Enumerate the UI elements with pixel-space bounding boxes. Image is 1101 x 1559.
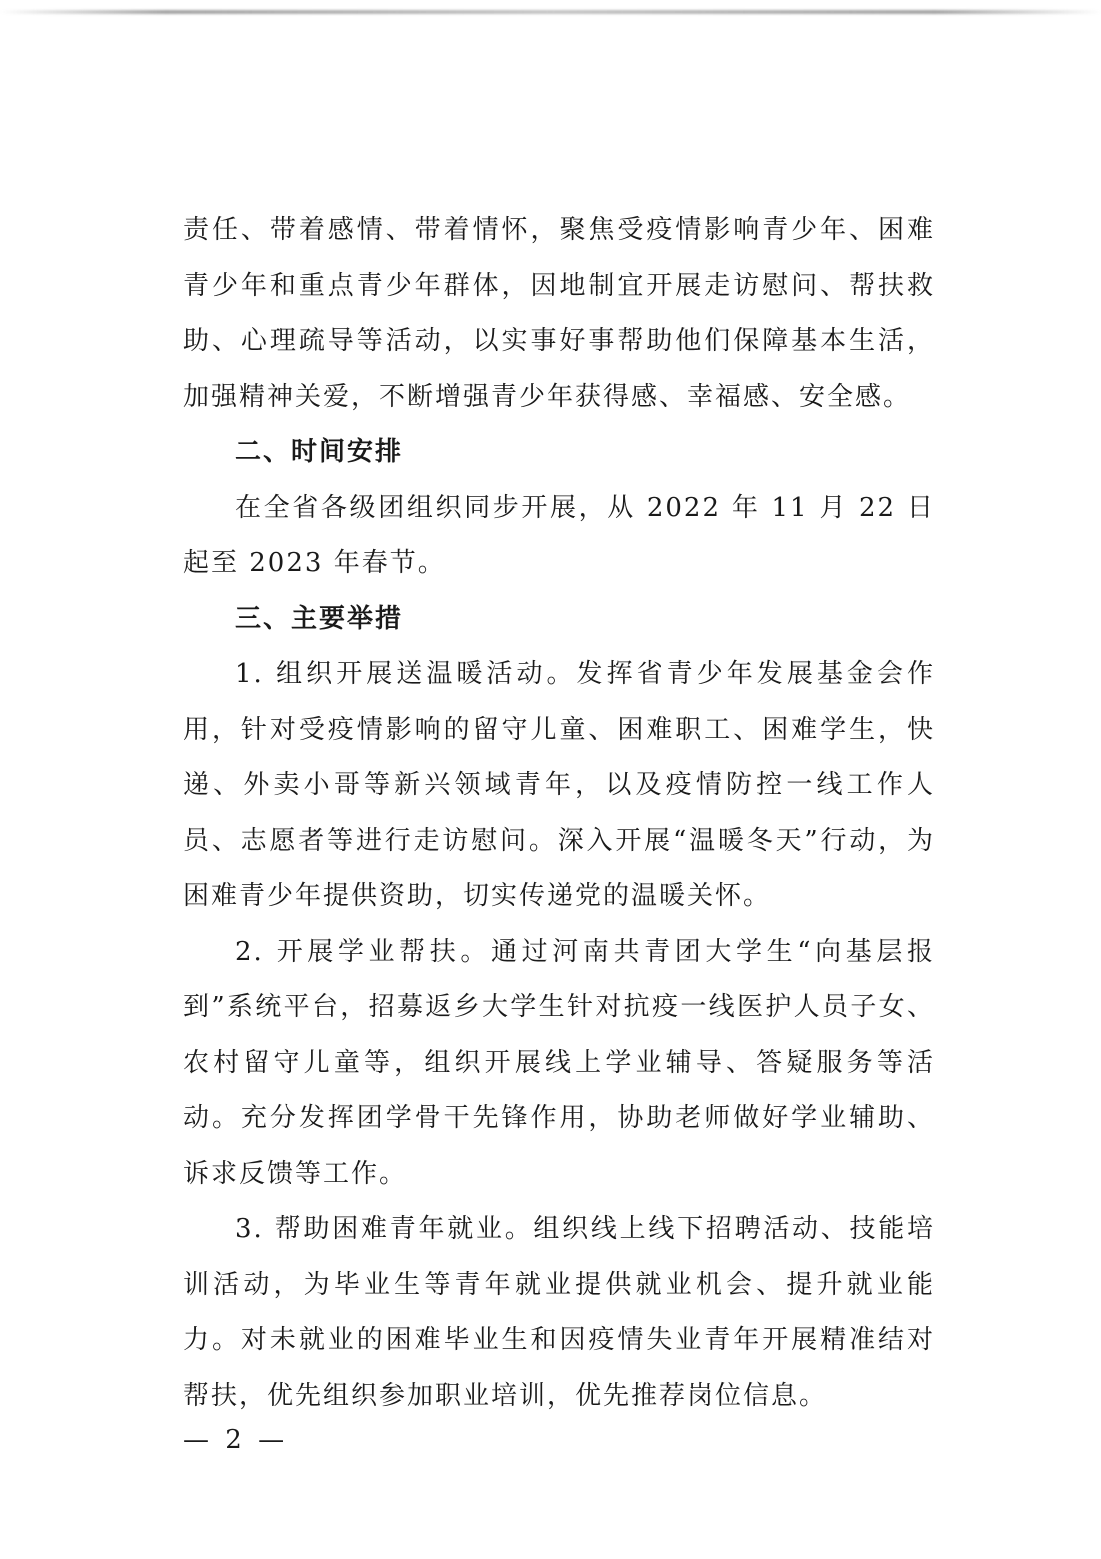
paragraph-continued: 责任、带着感情、带着情怀，聚焦受疫情影响青少年、困难青少年和重点青少年群体，因地制宜开展走访慰问、帮扶救助、心理疏导等活动，以实事好事帮助他们保障基本生活，加强精神关爱，不断增强青少年获得感、幸福感、安全感。 (183, 215, 935, 412)
section-heading-measures: 三、主要举措 (235, 603, 404, 634)
paragraph-measure-2: 2. 开展学业帮扶。通过河南共青团大学生“向基层报到”系统平台，招募返乡大学生针对抗疫一线医护人员子女、农村留守儿童等，组织开展线上学业辅导、答疑服务等活动。充分发挥团学骨干先锋作用，协助老师做好学业辅助、诉求反馈等工作。 (183, 936, 935, 1189)
paragraph-measure-1: 1. 组织开展送温暖活动。发挥省青少年发展基金会作用，针对受疫情影响的留守儿童、困难职工、困难学生，快递、外卖小哥等新兴领域青年，以及疫情防控一线工作人员、志愿者等进行走访慰问。深入开展“温暖冬天”行动，为困难青少年提供资助，切实传递党的温暖关怀。 (183, 659, 935, 911)
document-body (183, 203, 935, 1424)
section-heading-schedule: 二、时间安排 (235, 437, 404, 467)
scan-edge-shadow (0, 10, 1101, 14)
paragraph-schedule: 在全省各级团组织同步开展，从 2022 年 11 月 22 日起至 2023 年春节。 (183, 492, 935, 578)
paragraph-measure-3: 3. 帮助困难青年就业。组织线上线下招聘活动、技能培训活动，为毕业生等青年就业提供就业机会、提升就业能力。对未就业的困难毕业生和因疫情失业青年开展精准结对帮扶，优先组织参加职业培训，优先推荐岗位信息。 (183, 1214, 935, 1411)
page-number: — 2 — (183, 1425, 289, 1455)
